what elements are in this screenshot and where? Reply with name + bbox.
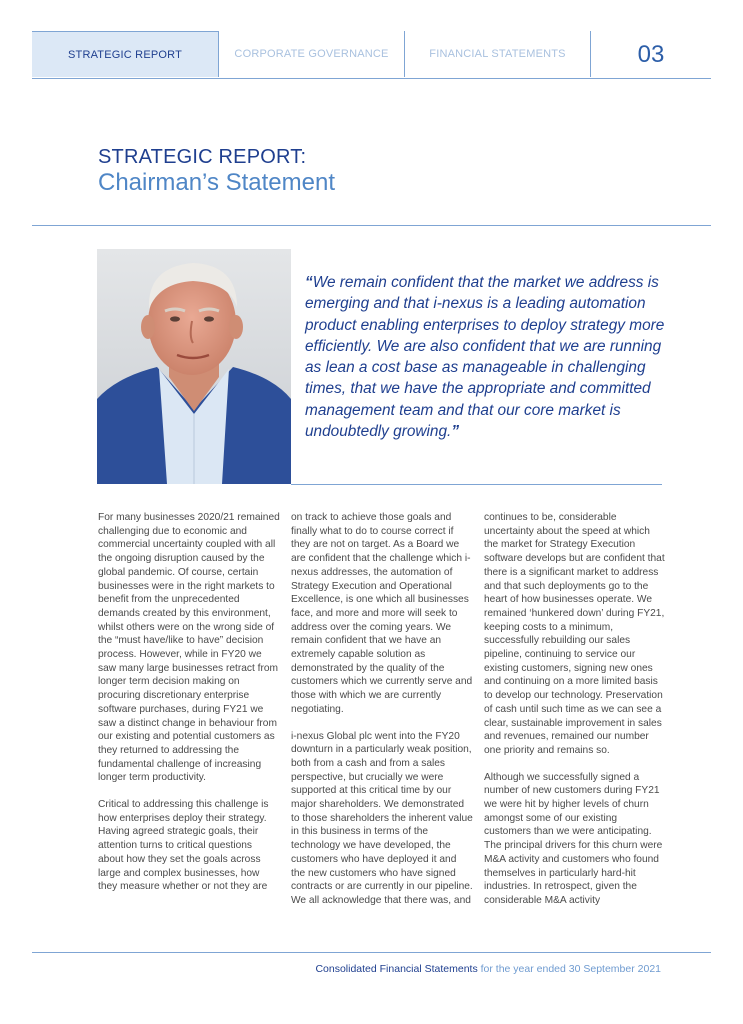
divider: [32, 225, 711, 226]
paragraph: on track to achieve those goals and finally what to do to course correct if they are not on target. As a Board we are confident that the challenge which i-nexus addresses, the automation of Strategy Execution and Operational Excellence, is one which all businesses face, and more and more will seek to address over the coming years. We remain confident that we have an extremely capable solution as demonstrated by the quality of the customers which we currently serve and those with which we are currently negotiating.: [291, 512, 473, 715]
paragraph: continues to be, considerable uncertainty about the speed at which the market for Strategy Execution software develops but are confident that there is a significant market to address and that such deployments go to the heart of how businesses operate. We remained ‘hunkered down’ during FY21, keeping costs to a minimum, successfully rebuilding our sales pipeline, continuing to service our existing customers, signing new ones and continuing on a more limited basis to develop our technology. Preservation of cash until such time as we can see a clear, sustainable improvement in sales and revenues, remained our number one priority and remains so.: [484, 512, 665, 756]
quote-close-mark: ”: [451, 423, 460, 441]
body-column-1: [98, 511, 280, 907]
quote-divider: [291, 484, 662, 485]
page-title: Chairman’s Statement: [98, 169, 335, 196]
paragraph: For many businesses 2020/21 remained challenging due to economic and commercial uncertainty coupled with all the ongoing disruption caused by the global pandemic. Of course, certain businesses were in the right markets to benefit from the unprecedented demands created by this environment, whilst others were on the wrong side of the “must have/like to have” decision process. However, while in FY20 we saw many large businesses retract from longer term decision making on procuring discretionary enterprise software purchases, during FY21 we saw a distinct change in behaviour from our existing and potential customers as they returned to addressing the fundamental challenge of increasing longer term productivity.: [98, 512, 280, 784]
footer-title: Consolidated Financial Statements: [315, 963, 478, 975]
tab-strategic-report[interactable]: STRATEGIC REPORT: [32, 31, 219, 77]
footer: [315, 963, 661, 975]
body-column-2: [291, 511, 473, 921]
section-title: STRATEGIC REPORT:: [98, 146, 307, 168]
pull-quote: [305, 272, 665, 442]
page-number: 03: [637, 40, 665, 68]
footer-divider: [32, 952, 711, 953]
quote-open-mark: “: [305, 274, 313, 291]
tab-corporate-governance[interactable]: CORPORATE GOVERNANCE: [219, 31, 405, 77]
paragraph: Critical to addressing this challenge is how enterprises deploy their strategy. Having agreed strategic goals, their attention turns to critical questions about how they set the goals across large and complex businesses, how they measure whether or not they are: [98, 799, 269, 893]
section-nav: [32, 31, 711, 79]
chairman-portrait: [97, 249, 291, 484]
body-column-3: [484, 511, 666, 921]
tab-financial-statements[interactable]: FINANCIAL STATEMENTS: [405, 31, 591, 77]
paragraph: i-nexus Global plc went into the FY20 downturn in a particularly weak position, both from a cash and from a sales perspective, but crucially we were supported at this critical time by our major shareholders. We demonstrated to those shareholders the inherent value in this business in terms of the technology we have developed, the customers who have deployed it and the new customers who have signed contracts or are currently in our pipeline. We all acknowledge that there was, and: [291, 730, 473, 906]
footer-period: for the year ended 30 September 2021: [477, 963, 661, 975]
paragraph: Although we successfully signed a number of new customers during FY21 we were hit by higher levels of churn amongst some of our existing customers than we were anticipating. The principal drivers for this churn were M&A activity and customers who found themselves in particularly hard-hit industries. In retrospect, given the considerable M&A activity: [484, 771, 663, 906]
quote-text: We remain confident that the market we address is emerging and that i-nexus is a leading automation product enabling enterprises to deploy strategy more efficiently. We are also confident that we are running as lean a cost base as manageable in challenging times, that we have the appropriate and committed management team and that our core market is undoubtedly growing.: [305, 274, 665, 441]
